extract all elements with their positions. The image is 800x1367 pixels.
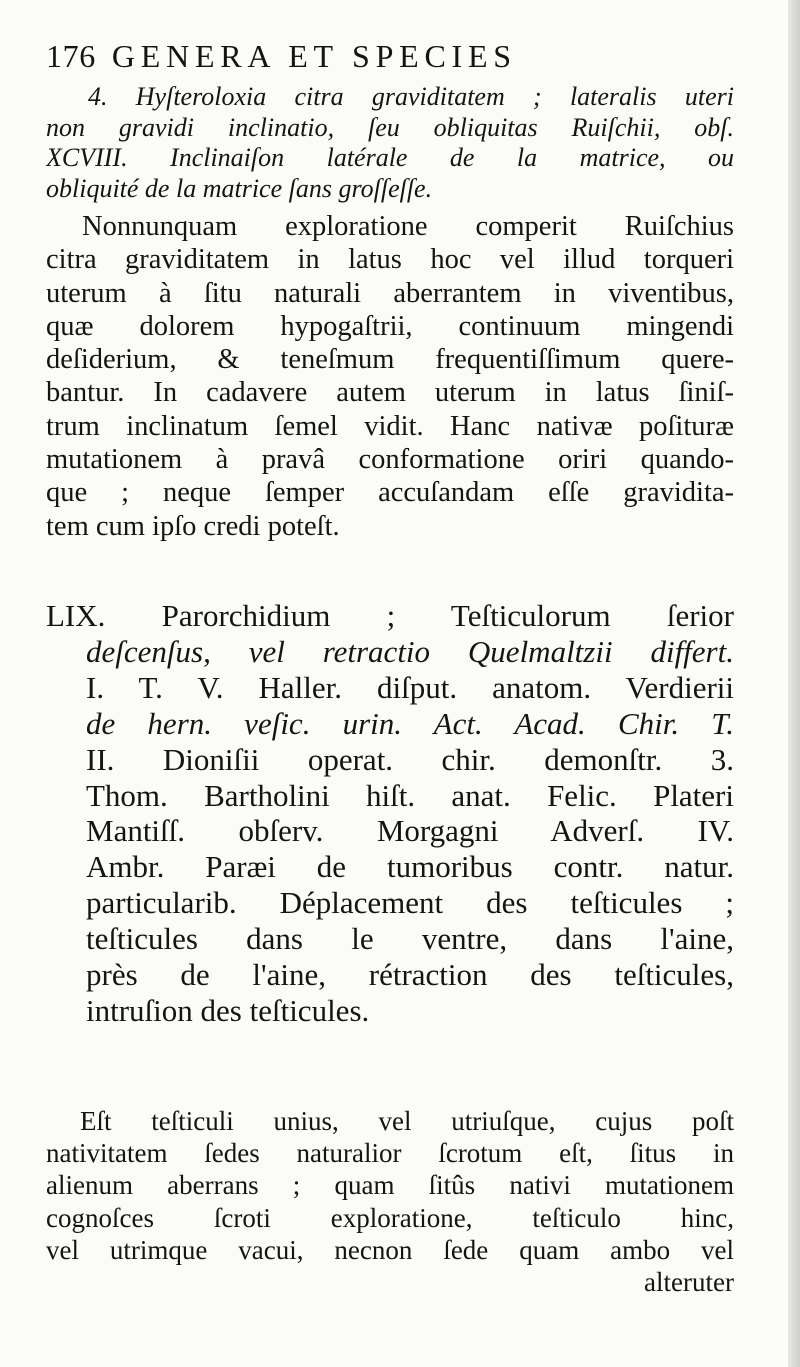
text-line: vel utrimque vacui, necnon ſede quam ambo vel xyxy=(46,1234,734,1265)
text-line: I. T. V. Haller. diſput. anatom. Verdierii xyxy=(86,669,734,705)
text-line: Ambr. Paræi de tumoribus contr. natur. xyxy=(86,849,734,885)
text-line: citra graviditatem in latus hoc vel illud torqueri xyxy=(46,244,734,276)
text-line: II. Dioniſii operat. chir. demonſtr. 3. xyxy=(86,741,734,777)
text-line: Thom. Bartholini hiſt. anat. Felic. Plateri xyxy=(86,777,734,813)
item-4-description xyxy=(46,82,734,204)
text-line: obliquité de la matrice ſans groſſeſſe. xyxy=(46,173,433,203)
text-line: que ; neque ſemper accuſandam eſſe gravidita- xyxy=(46,477,734,509)
text-line: uterum à ſitu naturali aberrantem in viventibus, xyxy=(46,277,734,309)
text-line: quæ dolorem hypogaſtrii, continuum mingendi xyxy=(46,310,734,342)
entry-lix-parorchidium xyxy=(46,598,734,1029)
text-line: alienum aberrans ; quam ſitûs nativi mutationem xyxy=(46,1170,734,1201)
text-line: cognoſces ſcroti exploratione, teſticulo hinc, xyxy=(46,1202,734,1233)
text-line: XCVIII. Inclinaiſon latérale de la matrice, ou xyxy=(46,143,734,172)
text-line: particularib. Déplacement des teſticules ; xyxy=(86,885,734,921)
running-header xyxy=(46,38,746,78)
text-line: nativitatem ſedes naturalior ſcrotum eſt, ſitus in xyxy=(46,1138,734,1169)
page-number: 176 xyxy=(46,38,96,74)
text-line: intruſion des teſticules. xyxy=(86,992,370,1028)
text-line: deſcenſus, vel retractio Quelmaltzii differt. xyxy=(86,633,734,669)
catchword: alteruter xyxy=(644,1267,734,1298)
paragraph-ruischius xyxy=(46,210,734,543)
text-line: tem cum ipſo credi poteſt. xyxy=(46,510,340,542)
page-gutter-shadow xyxy=(788,0,800,1367)
text-line: teſticules dans le ventre, dans l'aine, xyxy=(86,921,734,957)
text-line: de hern. veſic. urin. Act. Acad. Chir. T. xyxy=(86,705,734,741)
text-line: trum inclinatum ſemel vidit. Hanc nativæ poſituræ xyxy=(46,410,734,442)
text-line: Nonnunquam exploratione comperit Ruiſchius xyxy=(82,211,734,242)
text-line: non gravidi inclinatio, ſeu obliquitas Ruiſchii, obſ. xyxy=(46,112,734,142)
text-line: deſiderium, & teneſmum frequentiſſimum quere- xyxy=(46,344,734,376)
entry-heading-line: LIX. Parorchidium ; Teſticulorum ſerior xyxy=(46,598,734,633)
text-line: 4. Hyſteroloxia citra graviditatem ; lateralis uteri xyxy=(88,82,734,111)
text-line: mutationem à pravâ conformatione oriri quando- xyxy=(46,444,734,476)
running-title: GENERA ET SPECIES xyxy=(111,38,517,74)
paragraph-testiculi xyxy=(46,1105,734,1298)
text-line: près de l'aine, rétraction des teſticules, xyxy=(86,957,734,993)
text-line: Eſt teſticuli unius, vel utriuſque, cujus poſt xyxy=(80,1106,734,1136)
text-line: Mantiſſ. obſerv. Morgagni Adverſ. IV. xyxy=(86,813,734,849)
text-line: bantur. In cadavere autem uterum in latus ſiniſ- xyxy=(46,377,734,409)
